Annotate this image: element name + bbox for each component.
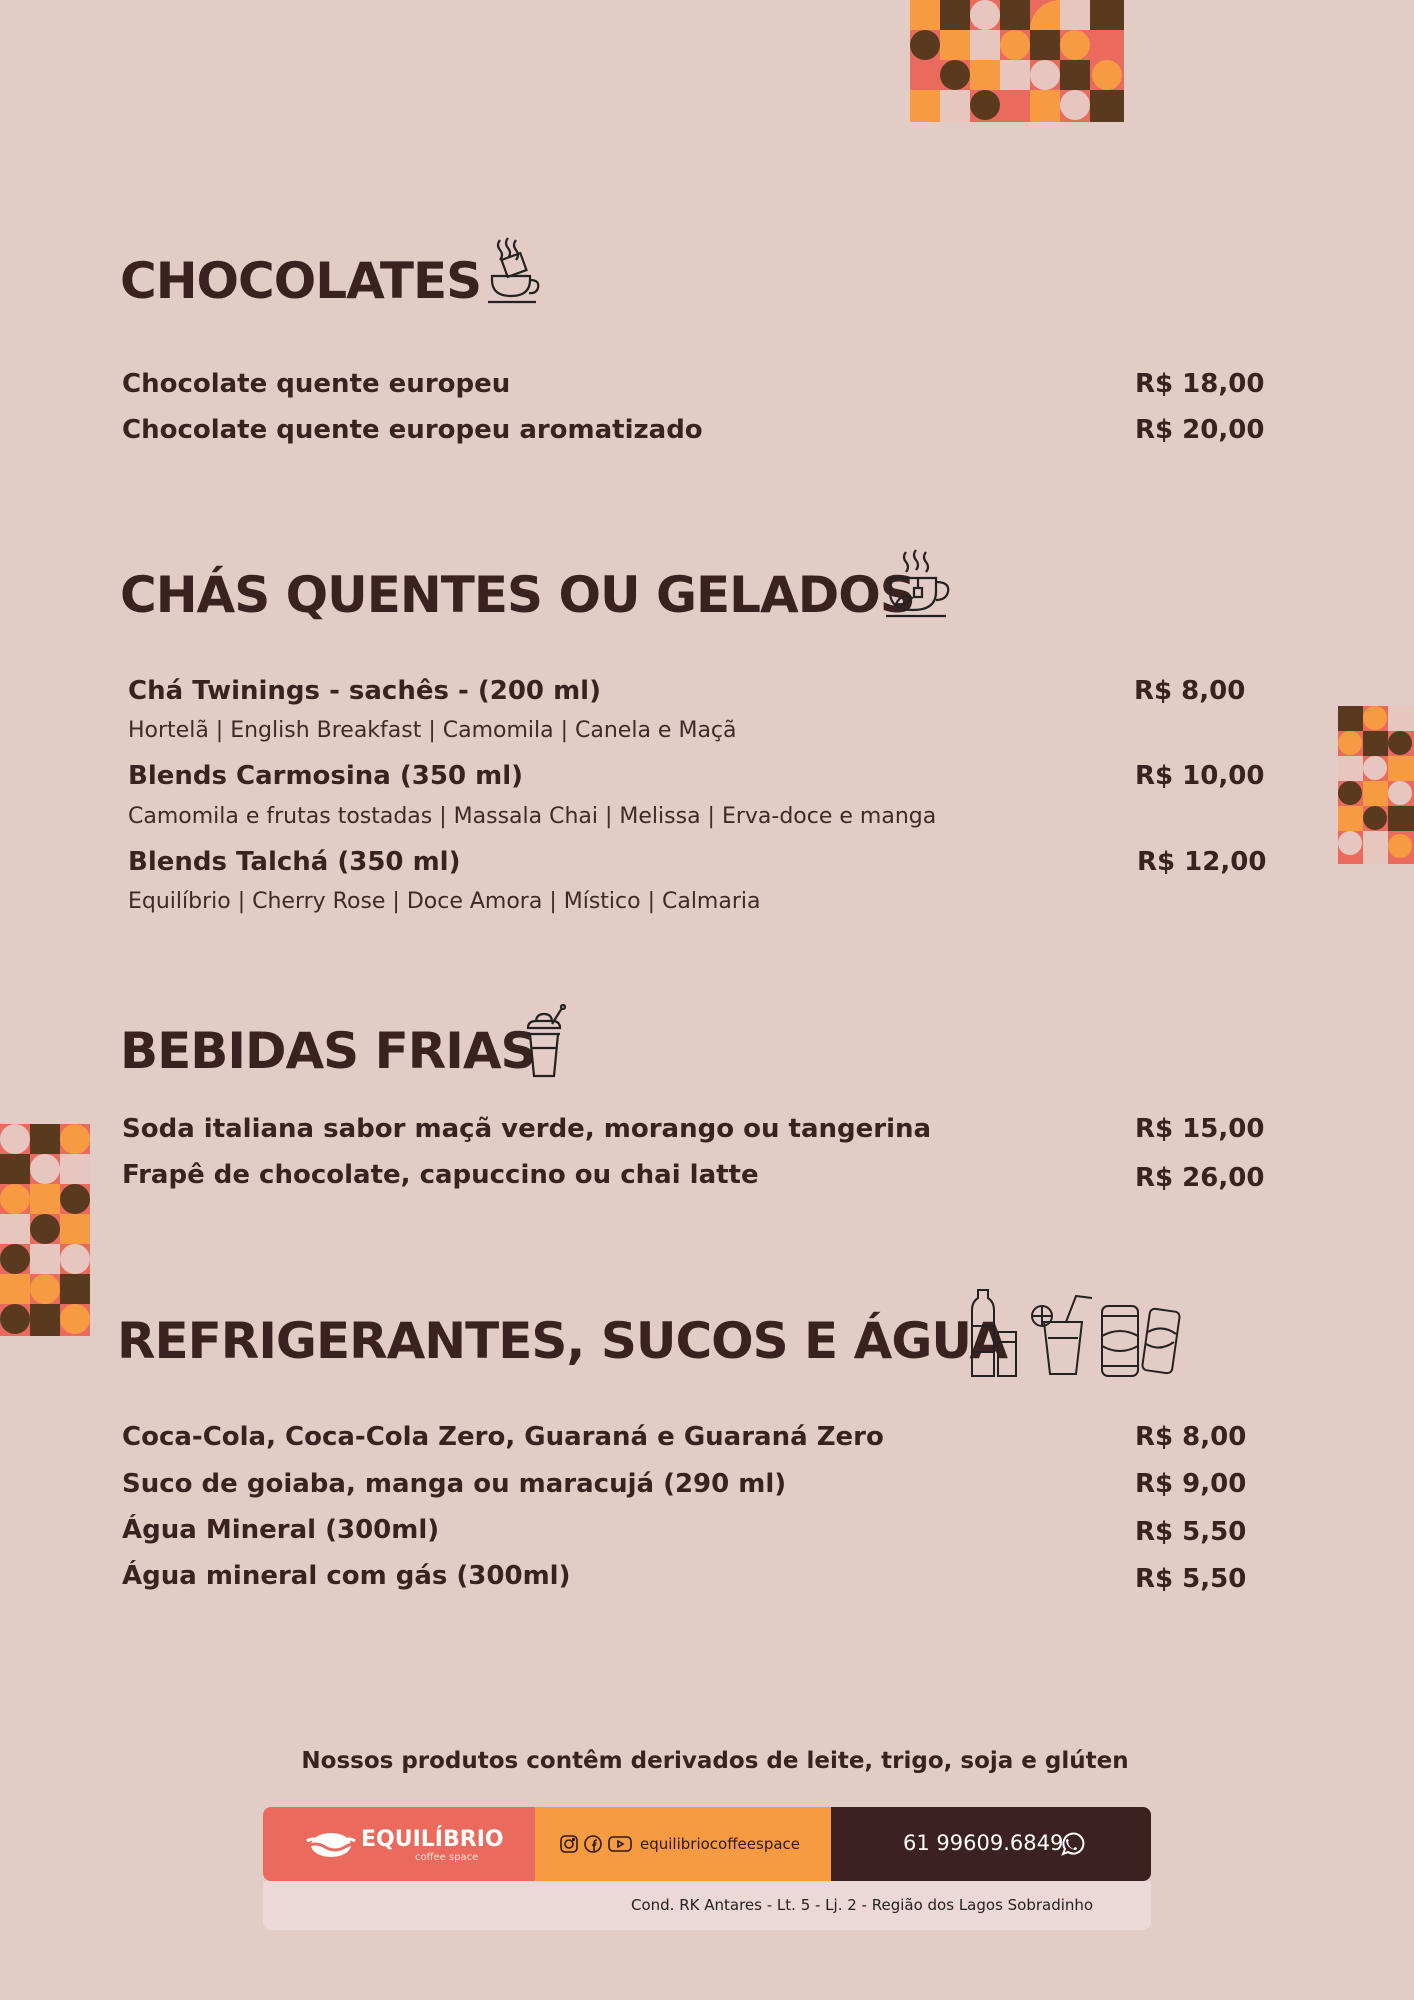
item-name: Frapê de chocolate, capuccino ou chai latte: [122, 1160, 759, 1190]
facebook-icon[interactable]: [583, 1834, 603, 1854]
item-name: Água mineral com gás (300ml): [122, 1561, 571, 1591]
item-price: R$ 9,00: [1135, 1469, 1247, 1499]
youtube-icon[interactable]: [607, 1834, 633, 1854]
item-price: R$ 8,00: [1135, 1422, 1247, 1452]
whatsapp-icon[interactable]: [1059, 1832, 1085, 1858]
brand-logo-icon: [303, 1827, 359, 1861]
item-price: R$ 20,00: [1135, 415, 1265, 445]
item-name: Blends Carmosina (350 ml): [128, 761, 524, 791]
item-description: Equilíbrio | Cherry Rose | Doce Amora | Místico | Calmaria: [128, 889, 761, 914]
bottles-and-cans-icon: [968, 1286, 1182, 1380]
geometric-pattern-right: [1338, 706, 1414, 864]
item-price: R$ 18,00: [1135, 369, 1265, 399]
address-block: [263, 1881, 1151, 1930]
frappe-cup-icon: [522, 1004, 570, 1080]
item-name: Água Mineral (300ml): [122, 1515, 440, 1545]
brand-subtitle: coffee space: [415, 1852, 479, 1863]
item-name: Blends Talchá (350 ml): [128, 847, 461, 877]
item-price: R$ 12,00: [1137, 847, 1267, 877]
social-handle[interactable]: equilibriocoffeespace: [640, 1835, 801, 1853]
item-name: Chá Twinings - sachês - (200 ml): [128, 676, 601, 706]
phone-number[interactable]: 61 99609.6849: [903, 1831, 1064, 1855]
item-price: R$ 26,00: [1135, 1163, 1265, 1193]
footer: [263, 1807, 1151, 1930]
tea-cup-icon: [884, 548, 956, 622]
section-title-chocolates: CHOCOLATES: [120, 252, 482, 310]
social-block: [535, 1807, 831, 1881]
section-title-bebidas-frias: BEBIDAS FRIAS: [120, 1022, 536, 1080]
item-price: R$ 8,00: [1134, 676, 1246, 706]
section-title-refrigerantes: REFRIGERANTES, SUCOS E ÁGUA: [117, 1312, 1008, 1370]
brand-block: [263, 1807, 535, 1881]
item-price: R$ 5,50: [1135, 1564, 1247, 1594]
instagram-icon[interactable]: [559, 1834, 579, 1854]
brand-name: EQUILÍBRIO: [361, 1827, 504, 1852]
item-description: Hortelã | English Breakfast | Camomila | Canela e Maçã: [128, 718, 737, 743]
allergen-notice: Nossos produtos contêm derivados de leite, trigo, soja e glúten: [301, 1748, 1129, 1774]
item-price: R$ 15,00: [1135, 1114, 1265, 1144]
hot-chocolate-cup-icon: [484, 236, 544, 308]
geometric-pattern-top: [910, 0, 1124, 122]
item-name: Coca-Cola, Coca-Cola Zero, Guaraná e Guaraná Zero: [122, 1422, 884, 1452]
footer-bar: [263, 1807, 1151, 1881]
address: Cond. RK Antares - Lt. 5 - Lj. 2 - Região dos Lagos Sobradinho: [631, 1896, 1094, 1914]
item-price: R$ 5,50: [1135, 1517, 1247, 1547]
item-price: R$ 10,00: [1135, 761, 1265, 791]
item-name: Chocolate quente europeu aromatizado: [122, 415, 703, 445]
item-name: Soda italiana sabor maçã verde, morango ou tangerina: [122, 1114, 932, 1144]
item-description: Camomila e frutas tostadas | Massala Chai | Melissa | Erva-doce e manga: [128, 804, 937, 829]
item-name: Suco de goiaba, manga ou maracujá (290 ml): [122, 1469, 787, 1499]
section-title-chas: CHÁS QUENTES OU GELADOS: [120, 566, 915, 624]
geometric-pattern-left: [0, 1124, 90, 1336]
phone-block: [831, 1807, 1151, 1881]
item-name: Chocolate quente europeu: [122, 369, 511, 399]
